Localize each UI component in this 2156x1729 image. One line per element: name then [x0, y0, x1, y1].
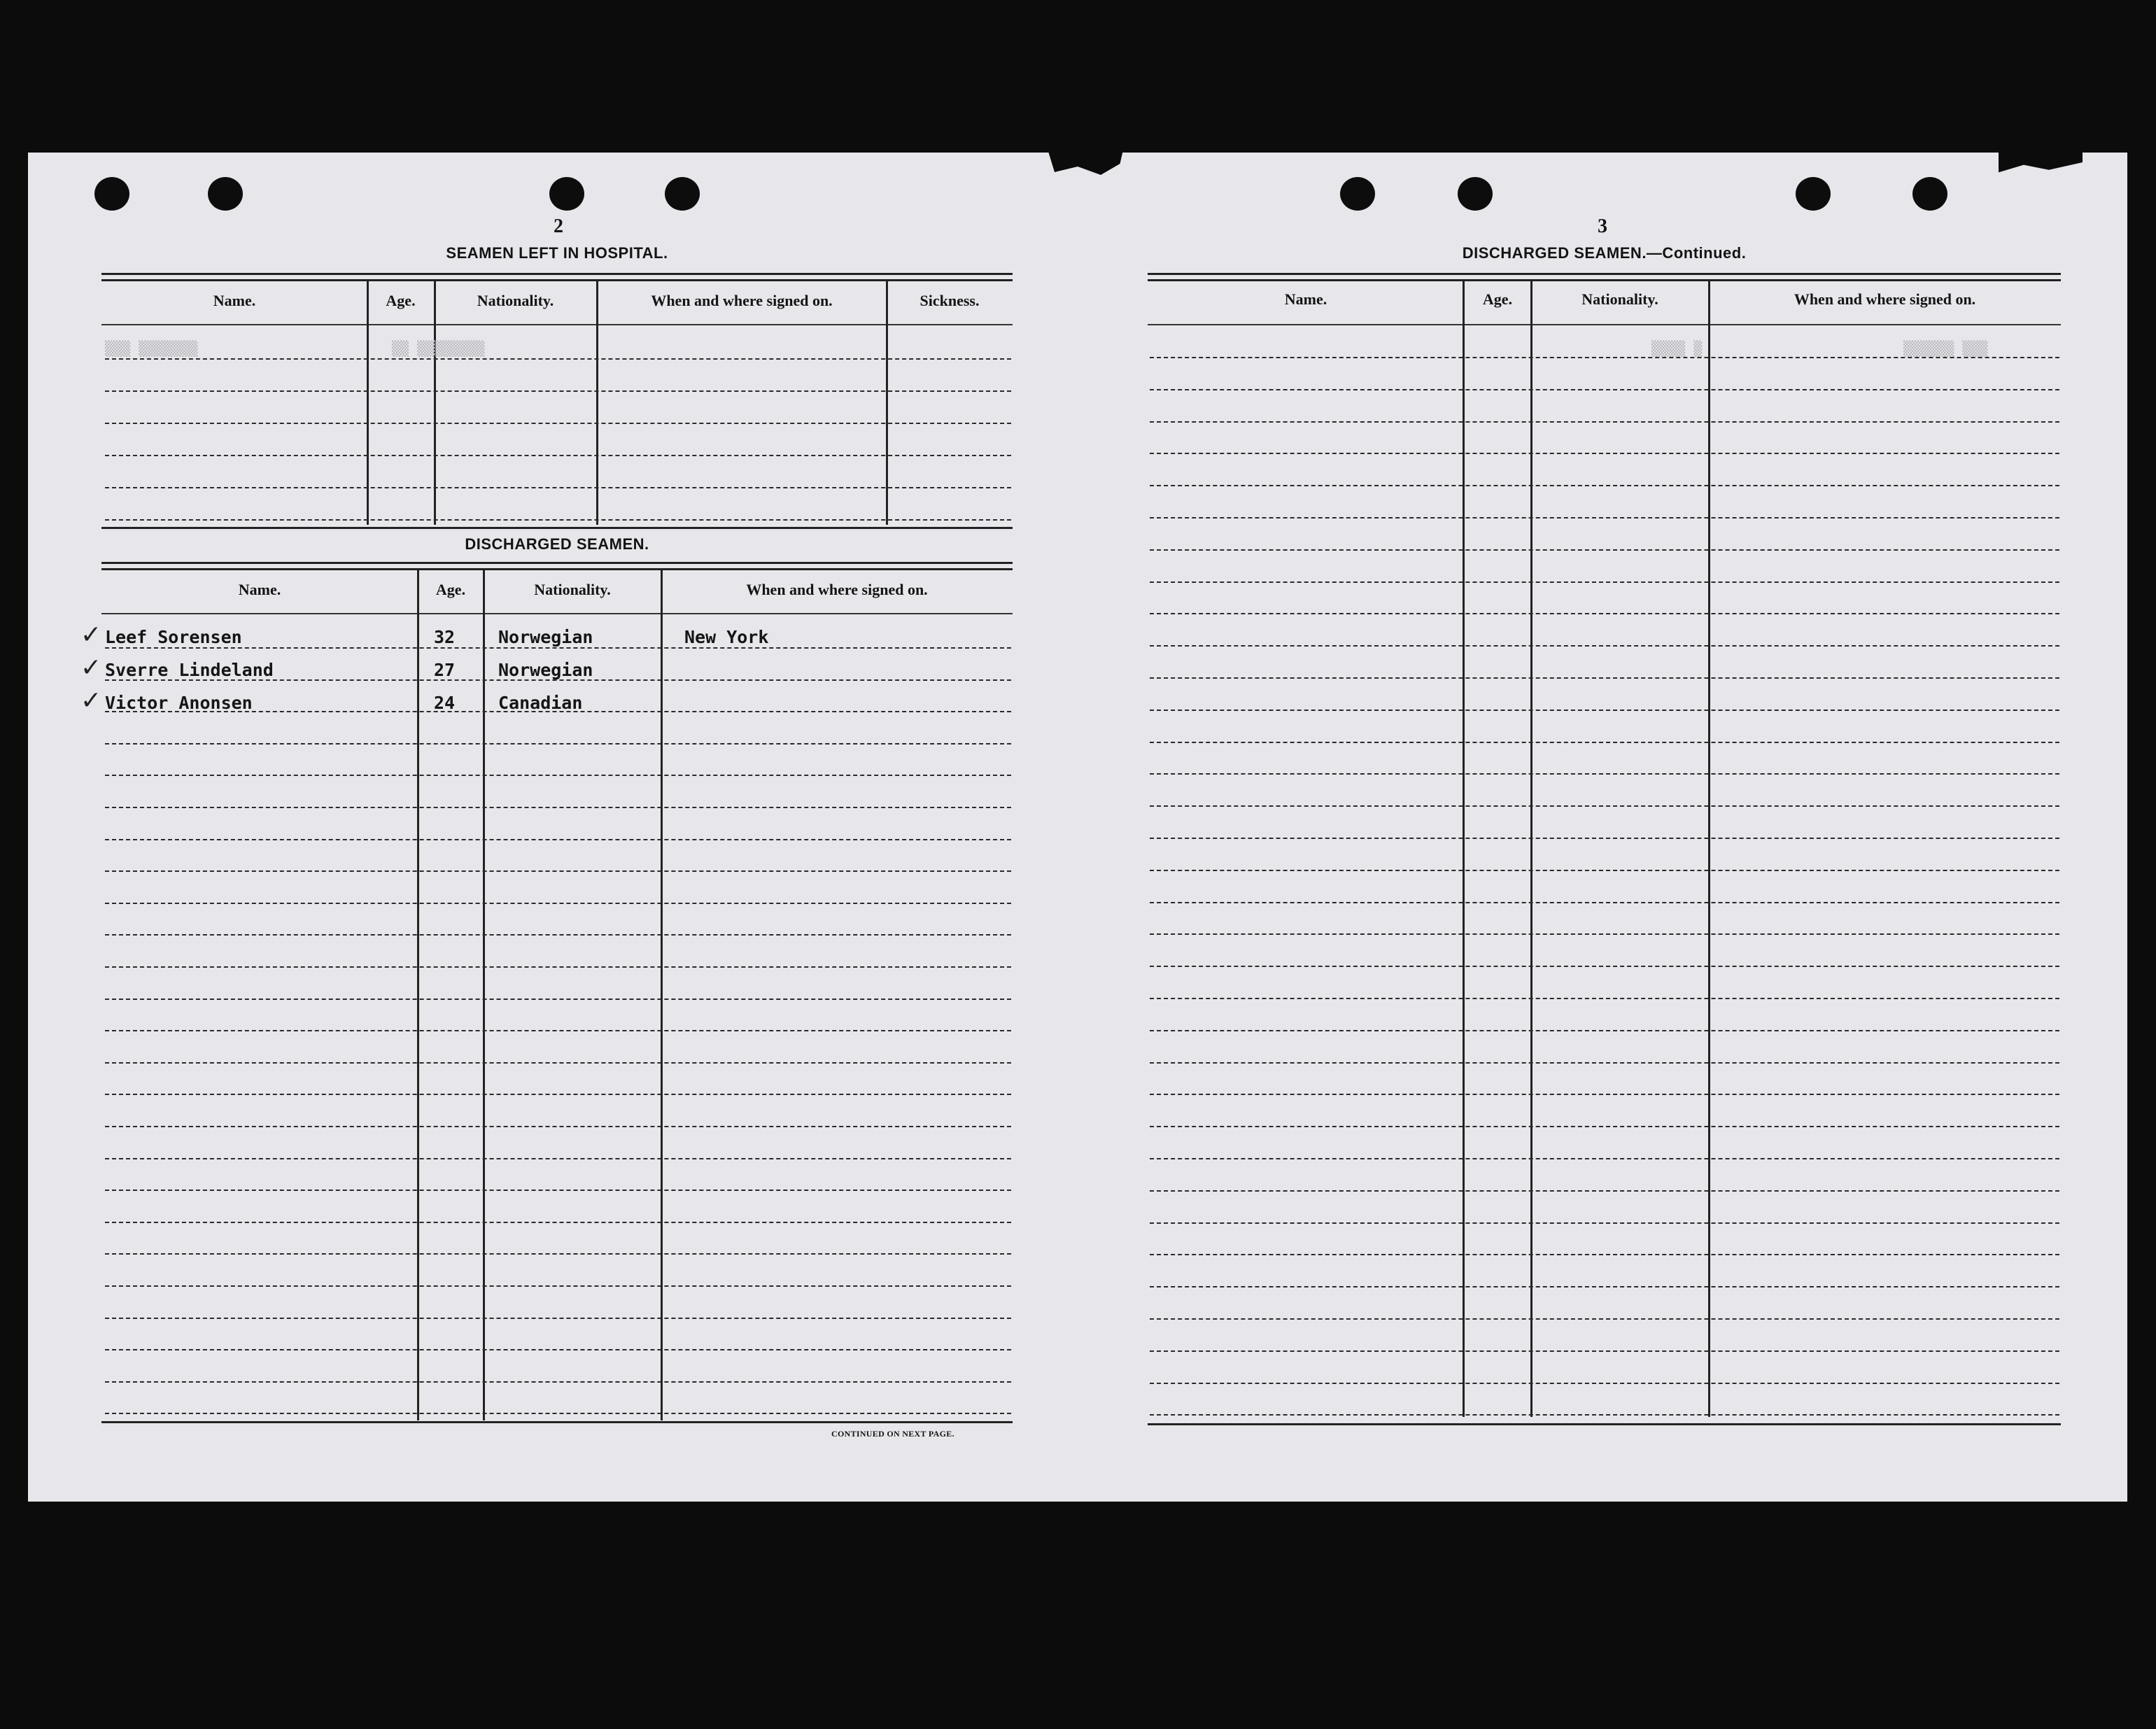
punch-hole	[1340, 177, 1375, 211]
row-rule	[105, 839, 1011, 840]
row-rule	[1150, 1414, 2059, 1416]
column-header-age: Age.	[1482, 290, 1513, 308]
seaman-age: 32	[434, 627, 456, 647]
column-divider	[661, 569, 663, 1420]
seaman-name: Victor Anonsen	[105, 693, 253, 713]
row-rule	[1150, 1094, 2059, 1095]
row-rule	[1150, 357, 2059, 358]
row-rule	[1150, 710, 2059, 711]
row-rule	[105, 358, 1011, 360]
row-rule	[1150, 966, 2059, 967]
row-rule	[105, 1158, 1011, 1159]
table-top-rule	[101, 568, 1013, 570]
row-rule	[1150, 1190, 2059, 1192]
row-rule	[105, 903, 1011, 904]
row-rule	[105, 1349, 1011, 1350]
row-rule	[1150, 677, 2059, 679]
checkmark-icon: ✓	[80, 621, 102, 649]
table-top-rule	[101, 279, 1013, 281]
row-rule	[105, 998, 1011, 1000]
section-title-discharged-continued: DISCHARGED SEAMEN.—Continued.	[1462, 244, 1747, 262]
row-rule	[1150, 838, 2059, 839]
table-bottom-rule	[101, 1421, 1013, 1423]
row-rule	[105, 390, 1011, 392]
row-rule	[105, 1030, 1011, 1031]
row-rule	[1150, 1350, 2059, 1352]
row-rule	[1150, 1158, 2059, 1159]
table-bottom-rule	[1148, 1423, 2061, 1425]
continued-note: CONTINUED ON NEXT PAGE.	[831, 1429, 954, 1439]
row-rule	[1150, 998, 2059, 999]
row-rule	[1150, 421, 2059, 423]
seaman-nationality: Canadian	[498, 693, 583, 713]
row-rule	[1150, 1254, 2059, 1255]
row-rule	[1150, 549, 2059, 551]
column-divider	[1708, 280, 1710, 1417]
row-rule	[105, 1126, 1011, 1127]
row-rule	[1150, 389, 2059, 390]
row-rule	[1150, 453, 2059, 454]
header-bottom-rule	[1148, 324, 2061, 325]
punch-hole	[94, 177, 129, 211]
row-rule	[105, 1381, 1011, 1383]
row-rule	[105, 1285, 1011, 1287]
column-header-name: Name.	[238, 581, 281, 598]
checkmark-icon: ✓	[80, 686, 102, 715]
row-rule	[105, 743, 1011, 744]
row-rule	[1150, 773, 2059, 775]
bleed-through-text: ▒▒ ▒▒▒▒▒▒▒▒	[392, 340, 485, 357]
row-rule	[1150, 870, 2059, 871]
column-header-nationality: Nationality.	[534, 581, 611, 598]
row-rule	[1150, 1062, 2059, 1064]
seaman-nationality: Norwegian	[498, 660, 593, 680]
row-rule	[1150, 805, 2059, 807]
column-header-age: Age.	[386, 292, 416, 309]
section-title-hospital: SEAMEN LEFT IN HOSPITAL.	[446, 244, 668, 262]
row-rule	[105, 934, 1011, 936]
row-rule	[105, 1253, 1011, 1255]
column-header-age: Age.	[435, 581, 466, 598]
row-rule	[105, 519, 1011, 521]
column-header-nationality: Nationality.	[1581, 290, 1658, 308]
column-header-signed-on: When and where signed on.	[746, 581, 928, 598]
row-rule	[1150, 902, 2059, 903]
row-rule	[105, 1190, 1011, 1191]
punch-hole	[1796, 177, 1831, 211]
row-rule	[105, 1318, 1011, 1319]
column-header-signed-on: When and where signed on.	[1794, 290, 1976, 308]
row-rule	[105, 455, 1011, 456]
seaman-signed-on: New York	[684, 627, 769, 647]
document-sheet	[28, 153, 2127, 1502]
column-header-sickness: Sickness.	[920, 292, 980, 309]
column-divider	[1463, 280, 1465, 1417]
row-rule	[105, 1062, 1011, 1064]
column-divider	[1530, 280, 1533, 1417]
page-number: 3	[1598, 216, 1607, 237]
punch-hole	[1458, 177, 1493, 211]
checkmark-icon: ✓	[80, 654, 102, 682]
bleed-through-text: ▒▒▒▒▒▒ ▒▒▒	[1903, 340, 1988, 357]
seaman-name: Sverre Lindeland	[105, 660, 274, 680]
column-header-name: Name.	[213, 292, 256, 309]
row-rule	[1150, 1318, 2059, 1320]
column-header-signed-on: When and where signed on.	[651, 292, 833, 309]
column-divider	[483, 569, 485, 1420]
punch-hole	[1912, 177, 1947, 211]
row-rule	[1150, 1126, 2059, 1127]
section-title-discharged: DISCHARGED SEAMEN.	[465, 535, 649, 553]
column-divider	[417, 569, 419, 1420]
page-number: 2	[554, 216, 563, 237]
row-rule	[1150, 742, 2059, 743]
punch-hole	[665, 177, 700, 211]
bleed-through-text: ▒▒▒▒ ▒	[1651, 340, 1703, 357]
row-rule	[105, 1094, 1011, 1095]
row-rule	[105, 1222, 1011, 1223]
table-top-rule	[101, 562, 1013, 564]
table-top-rule	[1148, 273, 2061, 275]
table-top-rule	[1148, 279, 2061, 281]
table-bottom-rule	[101, 527, 1013, 529]
row-rule	[1150, 933, 2059, 935]
row-rule	[1150, 485, 2059, 486]
row-rule	[105, 487, 1011, 488]
table-top-rule	[101, 273, 1013, 275]
bleed-through-text: ▒▒▒ ▒▒▒▒▒▒▒	[105, 340, 198, 357]
seaman-age: 27	[434, 660, 456, 680]
row-rule	[1150, 1030, 2059, 1031]
column-header-nationality: Nationality.	[477, 292, 554, 309]
row-rule	[105, 966, 1011, 968]
row-rule	[1150, 1383, 2059, 1384]
row-rule	[1150, 517, 2059, 518]
header-bottom-rule	[101, 613, 1013, 614]
row-rule	[1150, 613, 2059, 614]
seaman-name: Leef Sorensen	[105, 627, 242, 647]
row-rule	[105, 423, 1011, 424]
row-rule	[105, 1413, 1011, 1414]
header-bottom-rule	[101, 324, 1013, 325]
row-rule	[1150, 581, 2059, 583]
row-rule	[1150, 645, 2059, 647]
column-header-name: Name.	[1284, 290, 1327, 308]
seaman-nationality: Norwegian	[498, 627, 593, 647]
row-rule	[105, 870, 1011, 872]
row-rule	[105, 775, 1011, 776]
punch-hole	[208, 177, 243, 211]
seaman-age: 24	[434, 693, 456, 713]
row-rule	[105, 807, 1011, 808]
punch-hole	[549, 177, 584, 211]
row-rule	[1150, 1286, 2059, 1287]
row-rule	[1150, 1222, 2059, 1224]
